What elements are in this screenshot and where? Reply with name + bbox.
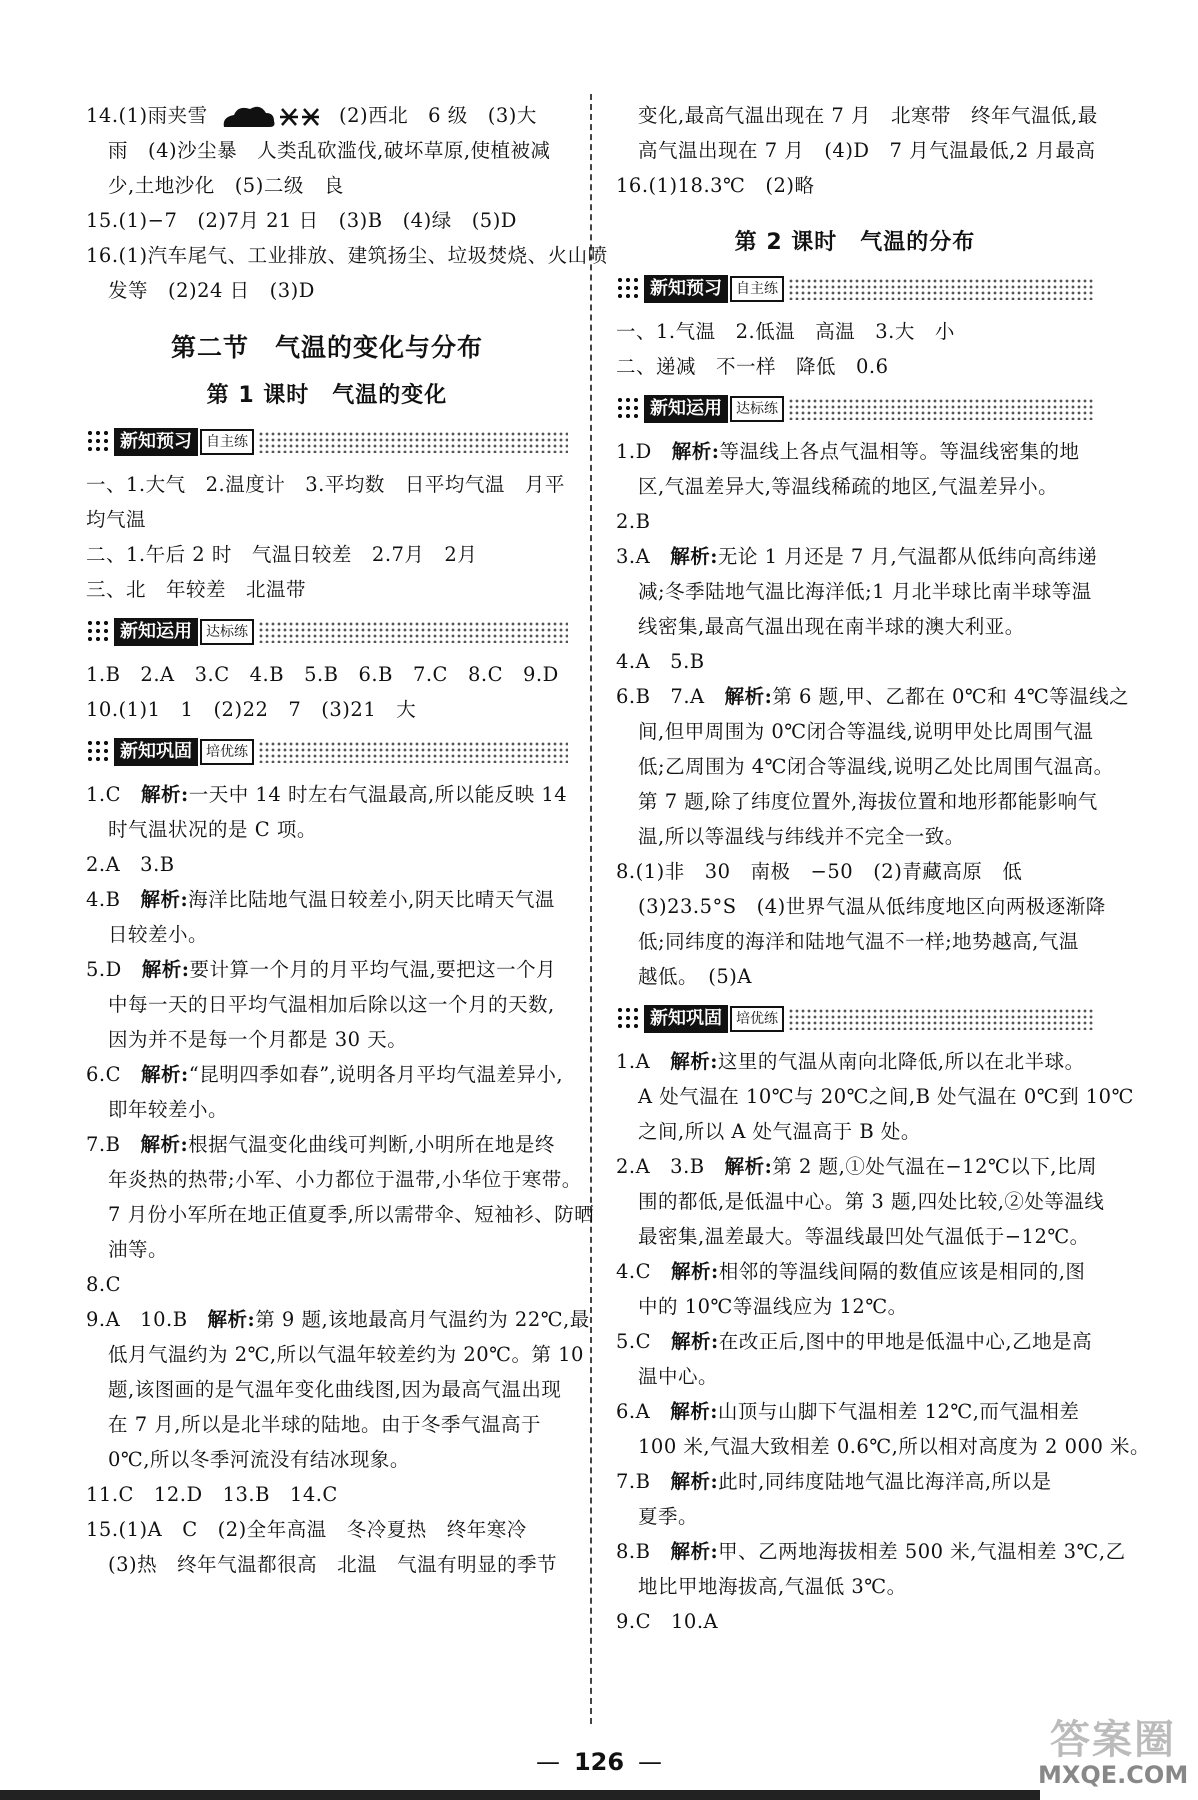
answer-line	[616, 1114, 1094, 1149]
banner-dotted-tail	[788, 1008, 1094, 1030]
answer-number: 4.B	[86, 888, 141, 911]
answer-line	[86, 987, 568, 1022]
watermark-line-2: MXQE.COM	[1038, 1761, 1189, 1789]
analysis-label: 解析:	[207, 1308, 256, 1331]
answer-line	[616, 714, 1094, 749]
banner-sub-label: 培优练	[200, 739, 254, 765]
answer-text: 间,但甲周围为 0℃闭合等温线,说明甲处比周围气温	[638, 720, 1094, 743]
answer-line	[616, 924, 1094, 959]
lesson-1-title: 第 1 课时 气温的变化	[206, 383, 448, 408]
q14-line-3: 少,土地沙化 (5)二级 良	[108, 174, 344, 197]
answer-line	[616, 889, 1106, 924]
answer-text: 一天中 14 时左右气温最高,所以能反映 14	[188, 783, 568, 806]
answer-number: 6.A	[616, 1400, 671, 1423]
answer-line	[616, 434, 1094, 469]
answer-text: 中每一天的日平均气温相加后除以这一个月的天数,	[108, 993, 555, 1016]
answer-text: 8.(1)非 30 南极 −50 (2)青藏高原 低	[616, 860, 1023, 883]
answer-line	[86, 777, 568, 812]
q16-line-1: 16.(1)汽车尾气、工业排放、建筑扬尘、垃圾焚烧、火山喷	[86, 244, 608, 267]
answer-text: 夏季。	[638, 1505, 699, 1528]
answer-text: 最密集,温差最大。等温线最凹处气温低于−12℃。	[638, 1225, 1090, 1248]
banner-dotted-tail	[258, 621, 568, 643]
answer-text: 8.C	[86, 1273, 122, 1296]
left-column	[86, 98, 608, 1582]
answer-line	[86, 812, 568, 847]
answer-line	[86, 1197, 595, 1232]
preview-line: 三、北 年较差 北温带	[86, 578, 307, 601]
answer-text: 第 7 题,除了纬度位置外,海拔位置和地形都能影响气	[638, 790, 1098, 813]
banner-main-label: 新知运用	[644, 395, 728, 423]
analysis-label: 解析:	[671, 440, 720, 463]
apply-line: 10.(1)1 1 (2)22 7 (3)21 大	[86, 698, 417, 721]
answer-line	[616, 1604, 1094, 1639]
watermark-line-1: 答案圈	[1050, 1717, 1176, 1763]
answer-line	[616, 1289, 1094, 1324]
q14-answer-1: 14.(1)雨夹雪	[86, 104, 208, 127]
answer-text: 山顶与山脚下气温相差 12℃,而气温相差	[717, 1400, 1080, 1423]
dot-grid-icon	[616, 396, 642, 422]
right-column	[616, 98, 1151, 1639]
answer-line	[86, 1057, 568, 1092]
answer-text: “昆明四季如春”,说明各月平均气温差异小,	[188, 1063, 564, 1086]
analysis-label: 解析:	[670, 1540, 719, 1563]
answer-text: 中的 10℃等温线应为 12℃。	[638, 1295, 908, 1318]
answer-line	[616, 1044, 1094, 1079]
q14-line-1	[86, 98, 568, 133]
answer-text: 7 月份小军所在地正值夏季,所以需带伞、短袖衫、防晒	[108, 1203, 595, 1226]
answer-line	[616, 1429, 1151, 1464]
answer-text: 甲、乙两地海拔相差 500 米,气温相差 3℃,乙	[718, 1540, 1126, 1563]
preview-line: 二、1.午后 2 时 气温日较差 2.7月 2月	[86, 543, 478, 566]
analysis-label: 解析:	[141, 783, 189, 806]
answer-text: 年炎热的热带;小军、小力都位于温带,小华位于寒带。	[108, 1168, 582, 1191]
section-title: 第二节 气温的变化与分布	[170, 333, 483, 362]
answer-text: 因为并不是每一个月都是 30 天。	[108, 1028, 408, 1051]
page-number-value: 126	[573, 1748, 625, 1776]
answer-number: 5.D	[86, 958, 142, 981]
dash-right-icon: —	[638, 1748, 663, 1776]
answer-text: 15.(1)A C (2)全年高温 冬冷夏热 终年寒冷	[86, 1518, 527, 1541]
answer-text: 温中心。	[638, 1365, 719, 1388]
answer-text: 温,所以等温线与纬线并不完全一致。	[638, 825, 965, 848]
answer-text: 2.A 3.B	[86, 853, 175, 876]
lesson-2-title: 第 2 课时 气温的分布	[734, 230, 976, 255]
answer-number: 3.A	[616, 545, 671, 568]
answer-number: 6.C	[86, 1063, 142, 1086]
analysis-label: 解析:	[724, 1155, 773, 1178]
answer-line	[616, 1534, 1126, 1569]
analysis-label: 解析:	[140, 1133, 189, 1156]
answer-line	[616, 1499, 1094, 1534]
analysis-label: 解析:	[670, 1470, 719, 1493]
answer-line	[616, 1569, 1094, 1604]
dot-grid-icon	[86, 429, 112, 455]
answer-line	[86, 1407, 568, 1442]
answer-text: 油等。	[108, 1238, 169, 1261]
preview-line: 一、1.气温 2.低温 高温 3.大 小	[616, 320, 955, 343]
preview-line: 均气温	[86, 508, 147, 531]
bottom-scan-bar	[0, 1790, 1040, 1800]
answer-text: 这里的气温从南向北降低,所以在北半球。	[717, 1050, 1085, 1073]
analysis-label: 解析:	[671, 1260, 719, 1283]
banner-sub-label: 培优练	[730, 1006, 784, 1032]
answer-text: 4.A 5.B	[616, 650, 705, 673]
analysis-label: 解析:	[140, 888, 189, 911]
answer-line	[616, 504, 1094, 539]
answer-line	[86, 1162, 582, 1197]
banner-main-label: 新知预习	[644, 275, 728, 303]
q15-line: 15.(1)−7 (2)7月 21 日 (3)B (4)绿 (5)D	[86, 209, 517, 232]
answer-line	[86, 882, 568, 917]
analysis-label: 解析:	[141, 958, 190, 981]
answer-line	[86, 917, 568, 952]
q14-answer-2: (2)西北 6 级 (3)大	[339, 104, 537, 127]
answer-text: 之间,所以 A 处气温高于 B 处。	[638, 1120, 921, 1143]
answer-line	[616, 1149, 1097, 1184]
answer-line	[86, 1127, 568, 1162]
page-number	[0, 1748, 1198, 1776]
answer-text: 100 米,气温大致相差 0.6℃,所以相对高度为 2 000 米。	[638, 1435, 1151, 1458]
answer-text: 无论 1 月还是 7 月,气温都从低纬向高纬递	[717, 545, 1098, 568]
answer-text: 要计算一个月的月平均气温,要把这一个月	[189, 958, 557, 981]
answer-line	[616, 574, 1094, 609]
apply-line: 1.B 2.A 3.C 4.B 5.B 6.B 7.C 8.C 9.D	[86, 663, 559, 686]
analysis-label: 解析:	[671, 1330, 719, 1353]
answer-number: 8.B	[616, 1540, 671, 1563]
answer-line	[616, 819, 1094, 854]
dot-grid-icon	[86, 739, 112, 765]
answer-text: 第 2 题,①处气温在−12℃以下,比周	[772, 1155, 1097, 1178]
answer-line	[616, 749, 1114, 784]
q16-right-line: 16.(1)18.3℃ (2)略	[616, 174, 815, 197]
answer-text: 在 7 月,所以是北半球的陆地。由于冬季气温高于	[108, 1413, 542, 1436]
answer-line	[616, 644, 1094, 679]
answer-text: (3)热 终年气温都很高 北温 气温有明显的季节	[108, 1553, 558, 1576]
answer-number: 1.D	[616, 440, 672, 463]
analysis-label: 解析:	[141, 1063, 189, 1086]
answer-number: 9.A 10.B	[86, 1308, 208, 1331]
banner-sub-label: 自主练	[200, 429, 254, 455]
answer-text: 线密集,最高气温出现在南半球的澳大利亚。	[638, 615, 1025, 638]
answer-number: 4.C	[616, 1260, 672, 1283]
analysis-label: 解析:	[670, 1050, 718, 1073]
preview-line: 一、1.大气 2.温度计 3.平均数 日平均气温 月平	[86, 473, 565, 496]
answer-text: 11.C 12.D 13.B 14.C	[86, 1483, 338, 1506]
answer-text: 第 9 题,该地最高月气温约为 22℃,最	[255, 1308, 590, 1331]
answer-text: 在改正后,图中的甲地是低温中心,乙地是高	[718, 1330, 1093, 1353]
answer-number: 7.B	[86, 1133, 141, 1156]
answer-text: 时气温状况的是 C 项。	[108, 818, 317, 841]
answer-text: 地比甲地海拔高,气温低 3℃。	[638, 1575, 907, 1598]
right-apply-list	[616, 434, 1130, 994]
answer-text: A 处气温在 10℃与 20℃之间,B 处气温在 0℃到 10℃	[638, 1085, 1134, 1108]
answer-line	[86, 847, 568, 882]
answer-line	[616, 1394, 1094, 1429]
answer-text: 2.B	[616, 510, 651, 533]
apply-banner	[616, 394, 1094, 424]
answer-line	[616, 1219, 1094, 1254]
continued-line: 变化,最高气温出现在 7 月 北寒带 终年气温低,最	[638, 104, 1098, 127]
apply-banner	[86, 617, 568, 647]
dash-left-icon: —	[535, 1748, 560, 1776]
answer-line	[86, 1547, 568, 1582]
banner-sub-label: 自主练	[730, 276, 784, 302]
consolidate-banner	[86, 737, 568, 767]
answer-number: 6.B 7.A	[616, 685, 725, 708]
answer-text: 低;乙周围为 4℃闭合等温线,说明乙处比周围气温高。	[638, 755, 1114, 778]
answer-text: 低月气温约为 2℃,所以气温年较差约为 20℃。第 10	[108, 1343, 584, 1366]
banner-dotted-tail	[258, 741, 568, 763]
answer-text: 低;同纬度的海洋和陆地气温不一样;地势越高,气温	[638, 930, 1079, 953]
answer-line	[86, 1232, 568, 1267]
dot-grid-icon	[616, 1006, 642, 1032]
answer-text: 题,该图画的是气温年变化曲线图,因为最高气温出现	[108, 1378, 562, 1401]
answer-text: 日较差小。	[108, 923, 209, 946]
answer-text: 越低。 (5)A	[638, 965, 752, 988]
answer-line	[616, 854, 1094, 889]
answer-line	[86, 1337, 584, 1372]
answer-line	[86, 1442, 568, 1477]
answer-text: 海洋比陆地气温日较差小,阴天比晴天气温	[188, 888, 555, 911]
answer-line	[616, 1324, 1094, 1359]
preview-line: 二、递减 不一样 降低 0.6	[616, 355, 889, 378]
answer-line	[86, 1022, 568, 1057]
answer-text: 减;冬季陆地气温比海洋低;1 月北半球比南半球等温	[638, 580, 1092, 603]
answer-number: 2.A 3.B	[616, 1155, 725, 1178]
q16-line-2: 发等 (2)24 日 (3)D	[108, 279, 315, 302]
dot-grid-icon	[86, 619, 112, 645]
preview-banner	[616, 274, 1094, 304]
banner-dotted-tail	[788, 278, 1094, 300]
answer-text: 区,气温差异大,等温线稀疏的地区,气温差异小。	[638, 475, 1059, 498]
answer-text: 9.C 10.A	[616, 1610, 719, 1633]
answer-line	[616, 1464, 1094, 1499]
right-consolidate-list	[616, 1044, 1151, 1639]
banner-main-label: 新知运用	[114, 618, 198, 646]
answer-text: 相邻的等温线间隔的数值应该是相同的,图	[718, 1260, 1086, 1283]
answer-text: (3)23.5°S (4)世界气温从低纬度地区向两极逐渐降	[638, 895, 1106, 918]
answer-line	[86, 952, 568, 987]
analysis-label: 解析:	[670, 1400, 718, 1423]
consolidate-banner	[616, 1004, 1094, 1034]
watermark-logo	[1038, 1718, 1188, 1798]
sleet-weather-symbol-icon	[220, 103, 320, 131]
answer-line	[616, 609, 1094, 644]
answer-text: 根据气温变化曲线可判断,小明所在地是终	[188, 1133, 555, 1156]
answer-text: 此时,同纬度陆地气温比海洋高,所以是	[718, 1470, 1052, 1493]
answer-number: 1.C	[86, 783, 142, 806]
answer-line	[616, 1079, 1134, 1114]
banner-dotted-tail	[258, 431, 568, 453]
answer-line	[86, 1092, 568, 1127]
answer-line	[616, 679, 1130, 714]
answer-text: 第 6 题,甲、乙都在 0℃和 4℃等温线之	[772, 685, 1130, 708]
answer-line	[86, 1512, 568, 1547]
answer-text: 即年较差小。	[108, 1098, 229, 1121]
banner-main-label: 新知巩固	[644, 1005, 728, 1033]
answer-line	[86, 1302, 590, 1337]
preview-banner	[86, 427, 568, 457]
q14-line-2: 雨 (4)沙尘暴 人类乱砍滥伐,破坏草原,使植被减	[108, 139, 551, 162]
answer-line	[616, 539, 1098, 574]
answer-line	[616, 959, 1094, 994]
answer-line	[616, 784, 1098, 819]
banner-dotted-tail	[788, 398, 1094, 420]
answer-line	[86, 1267, 568, 1302]
answer-text: 围的都低,是低温中心。第 3 题,四处比较,②处等温线	[638, 1190, 1105, 1213]
answer-line	[86, 1477, 568, 1512]
answer-number: 7.B	[616, 1470, 671, 1493]
answer-number: 5.C	[616, 1330, 672, 1353]
answer-line	[86, 1372, 568, 1407]
answer-text: 0℃,所以冬季河流没有结冰现象。	[108, 1448, 410, 1471]
banner-main-label: 新知巩固	[114, 738, 198, 766]
answer-line	[616, 469, 1094, 504]
answer-text: 等温线上各点气温相等。等温线密集的地	[719, 440, 1080, 463]
dot-grid-icon	[616, 276, 642, 302]
answer-number: 1.A	[616, 1050, 671, 1073]
banner-sub-label: 达标练	[730, 396, 784, 422]
answer-line	[616, 1359, 1094, 1394]
left-consolidate-list	[86, 777, 595, 1582]
analysis-label: 解析:	[670, 545, 718, 568]
answer-line	[616, 1254, 1094, 1289]
continued-line: 高气温出现在 7 月 (4)D 7 月气温最低,2 月最高	[638, 139, 1096, 162]
banner-sub-label: 达标练	[200, 619, 254, 645]
column-divider	[590, 94, 592, 1724]
answer-line	[616, 1184, 1105, 1219]
analysis-label: 解析:	[724, 685, 773, 708]
banner-main-label: 新知预习	[114, 428, 198, 456]
